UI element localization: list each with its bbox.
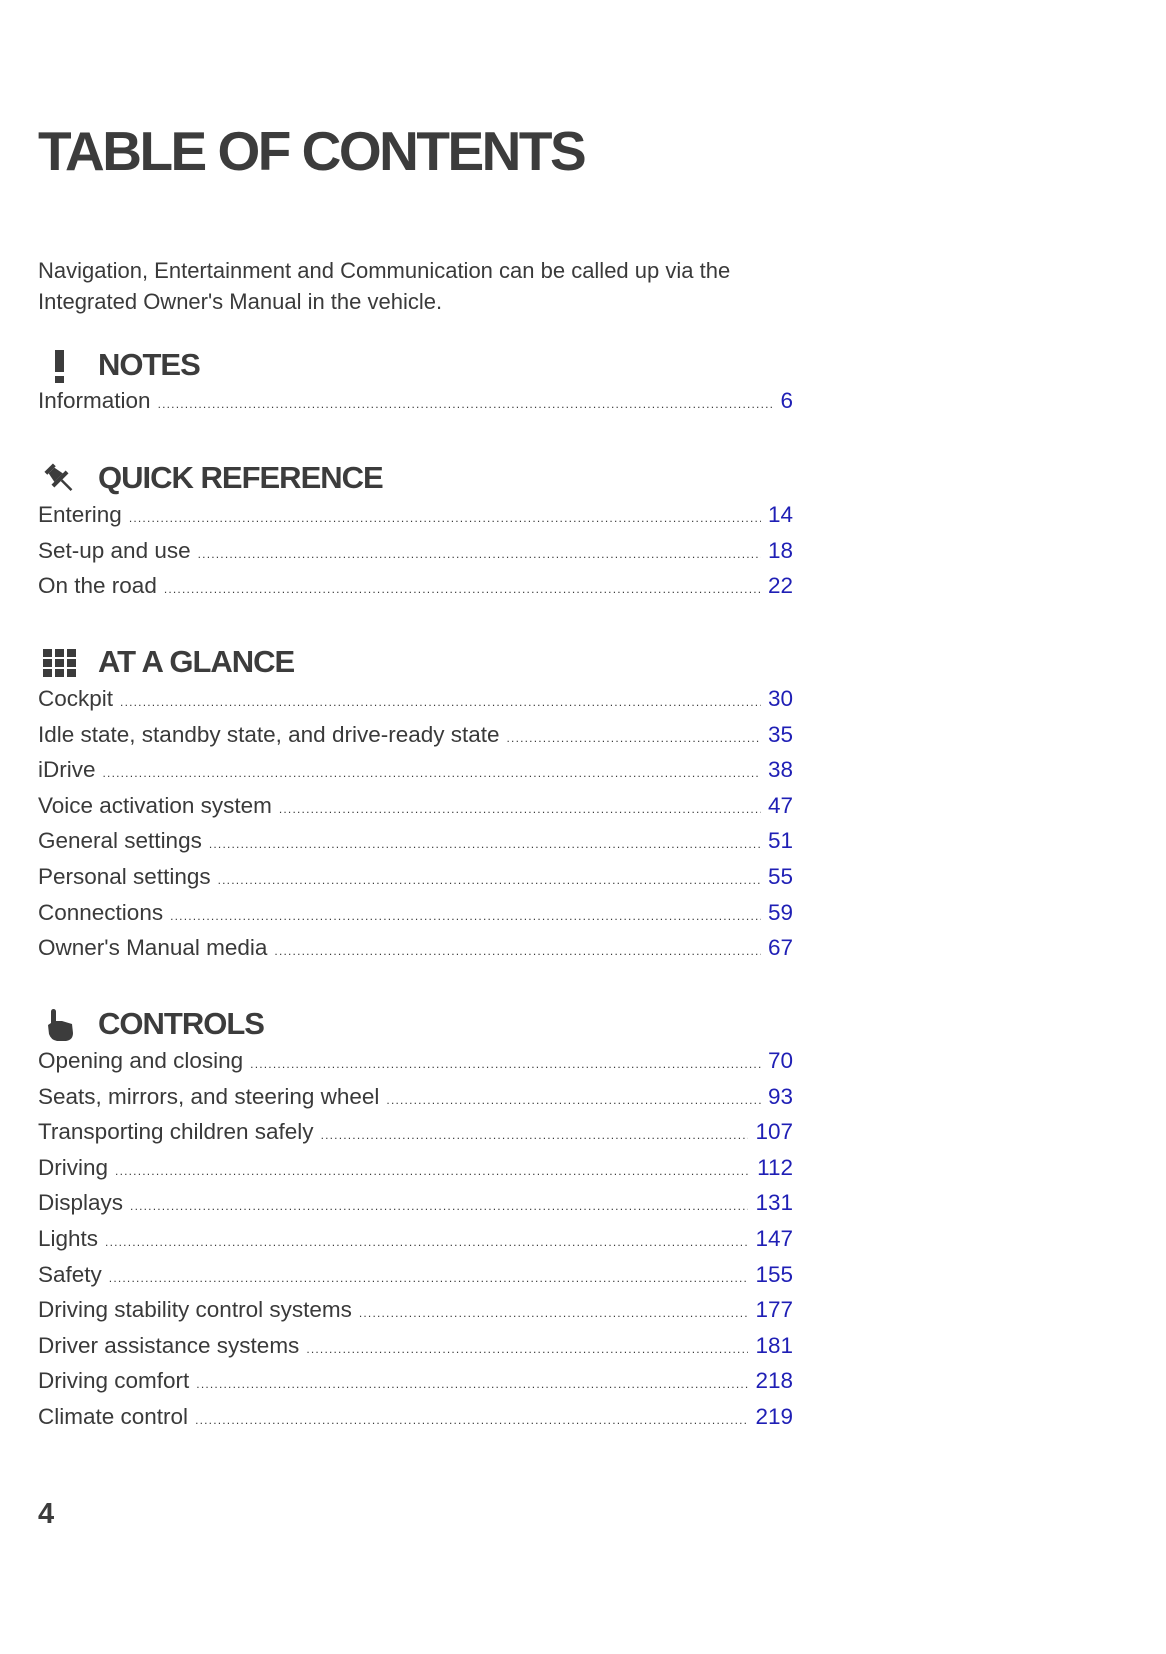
toc-list	[38, 1048, 838, 1440]
dot-leader	[170, 909, 761, 923]
toc-entry-page[interactable]: 18	[767, 537, 793, 563]
toc-entry[interactable]	[38, 1119, 793, 1155]
toc-entry-label: Information	[38, 388, 151, 413]
toc-entry[interactable]	[38, 1404, 793, 1440]
dot-leader	[321, 1128, 749, 1142]
toc-entry[interactable]	[38, 900, 793, 936]
toc-entry-page[interactable]: 22	[767, 573, 793, 599]
toc-entry-label: Climate control	[38, 1403, 189, 1429]
toc-entry[interactable]	[38, 1155, 793, 1191]
toc-entry-page[interactable]: 38	[767, 757, 793, 783]
toc-entry[interactable]	[38, 1048, 793, 1084]
toc-entry-page[interactable]: 147	[755, 1225, 793, 1251]
toc-entry[interactable]	[38, 1084, 793, 1120]
section-notes	[38, 343, 838, 424]
toc-entry-page[interactable]: 155	[755, 1261, 793, 1287]
toc-entry-label: Safety	[38, 1261, 102, 1287]
toc-entry-page[interactable]: 30	[767, 686, 793, 711]
toc-entry[interactable]	[38, 538, 793, 574]
toc-entry-page[interactable]: 47	[767, 792, 793, 818]
toc-entry-label: Seats, mirrors, and steering wheel	[38, 1083, 380, 1109]
dot-leader	[507, 731, 761, 745]
toc-entry-label: Owner's Manual media	[38, 935, 268, 961]
section-title: QUICK REFERENCE	[98, 460, 383, 495]
toc-entry[interactable]	[38, 686, 793, 722]
dot-leader	[158, 397, 774, 411]
dot-leader	[359, 1306, 749, 1320]
toc-list	[38, 686, 838, 971]
toc-entry[interactable]	[38, 828, 793, 864]
toc-entry[interactable]	[38, 573, 793, 609]
dot-leader	[103, 766, 761, 780]
section-at-a-glance	[38, 640, 838, 971]
toc-entry[interactable]	[38, 1368, 793, 1404]
dot-leader	[209, 837, 761, 851]
dot-leader	[306, 1342, 748, 1356]
toc-entry-label: Cockpit	[38, 686, 114, 711]
toc-entry-label: Entering	[38, 502, 122, 527]
dot-leader	[218, 873, 761, 887]
dot-leader	[274, 944, 761, 958]
toc-entry-label: Set-up and use	[38, 537, 191, 563]
section-quick-reference	[38, 456, 838, 609]
dot-leader	[105, 1235, 748, 1249]
toc-entry-label: General settings	[38, 828, 202, 854]
toc-entry-page[interactable]: 177	[755, 1297, 793, 1323]
toc-entry-label: Driving stability control systems	[38, 1297, 352, 1323]
section-title: NOTES	[98, 347, 200, 382]
toc-entry[interactable]	[38, 757, 793, 793]
section-title: CONTROLS	[98, 1006, 264, 1041]
toc-entry-page[interactable]: 14	[767, 502, 793, 527]
toc-entry-page[interactable]: 181	[755, 1332, 793, 1358]
toc-entry-label: Connections	[38, 899, 164, 925]
toc-entry-label: iDrive	[38, 757, 96, 783]
toc-entry-label: Driving	[38, 1154, 109, 1180]
toc-entry-page[interactable]: 59	[767, 899, 793, 925]
toc-entry-page[interactable]: 51	[767, 828, 793, 854]
toc-entry-label: On the road	[38, 573, 157, 599]
toc-entry-page[interactable]: 218	[755, 1368, 793, 1394]
dot-leader	[198, 547, 761, 561]
dot-leader	[386, 1093, 761, 1107]
dot-leader	[115, 1164, 750, 1178]
dot-leader	[130, 1199, 748, 1213]
toc-entry[interactable]	[38, 1226, 793, 1262]
dot-leader	[195, 1413, 748, 1427]
toc-entry-label: Transporting children safely	[38, 1119, 314, 1145]
section-header	[38, 343, 838, 387]
exclamation-icon	[38, 347, 82, 385]
toc-entry-page[interactable]: 93	[767, 1083, 793, 1109]
toc-list	[38, 388, 838, 424]
toc-entry-page[interactable]: 6	[780, 388, 793, 413]
toc-entry[interactable]	[38, 502, 793, 538]
dot-leader	[120, 695, 761, 709]
toc-entry-page[interactable]: 70	[767, 1048, 793, 1073]
toc-entry-label: Idle state, standby state, and drive-ready state	[38, 721, 500, 747]
toc-entry[interactable]	[38, 864, 793, 900]
toc-entry-page[interactable]: 112	[757, 1154, 793, 1180]
pushpin-icon	[38, 460, 82, 498]
toc-entry-label: Driver assistance systems	[38, 1332, 300, 1358]
toc-entry-label: Opening and closing	[38, 1048, 244, 1073]
toc-entry[interactable]	[38, 793, 793, 829]
section-header	[38, 1002, 838, 1046]
section-header	[38, 640, 838, 684]
toc-entry-label: Displays	[38, 1190, 124, 1216]
toc-entry[interactable]	[38, 935, 793, 971]
toc-entry-label: Voice activation system	[38, 792, 272, 818]
dot-leader	[279, 802, 761, 816]
toc-entry-page[interactable]: 35	[767, 721, 793, 747]
dot-leader	[196, 1377, 748, 1391]
toc-entry[interactable]	[38, 1333, 793, 1369]
section-header	[38, 456, 838, 500]
grid-icon	[38, 644, 82, 682]
toc-entry[interactable]	[38, 1297, 793, 1333]
dot-leader	[164, 582, 761, 596]
toc-entry-page[interactable]: 219	[755, 1403, 793, 1429]
toc-entry[interactable]	[38, 722, 793, 758]
toc-entry-page[interactable]: 131	[755, 1190, 793, 1216]
section-title: AT A GLANCE	[98, 644, 295, 679]
dot-leader	[109, 1271, 749, 1285]
pointing-hand-icon	[38, 1006, 82, 1044]
page-title: TABLE OF CONTENTS	[38, 120, 585, 182]
toc-entry-page[interactable]: 107	[755, 1119, 793, 1145]
intro-text: Navigation, Entertainment and Communication can be called up via the Integrated Owner's Manual in the vehicle.	[38, 258, 731, 314]
toc-list	[38, 502, 838, 609]
page-number: 4	[38, 1498, 55, 1530]
toc-entry-label: Lights	[38, 1225, 99, 1251]
toc-entry-page[interactable]: 67	[767, 935, 793, 961]
toc-entry[interactable]	[38, 388, 793, 424]
dot-leader	[129, 511, 761, 525]
toc-entry-page[interactable]: 55	[767, 863, 793, 889]
toc-entry[interactable]	[38, 1190, 793, 1226]
toc-entry[interactable]	[38, 1262, 793, 1298]
section-controls	[38, 1002, 838, 1440]
toc-entry-label: Personal settings	[38, 863, 211, 889]
dot-leader	[250, 1057, 761, 1071]
toc-entry-label: Driving comfort	[38, 1368, 190, 1394]
